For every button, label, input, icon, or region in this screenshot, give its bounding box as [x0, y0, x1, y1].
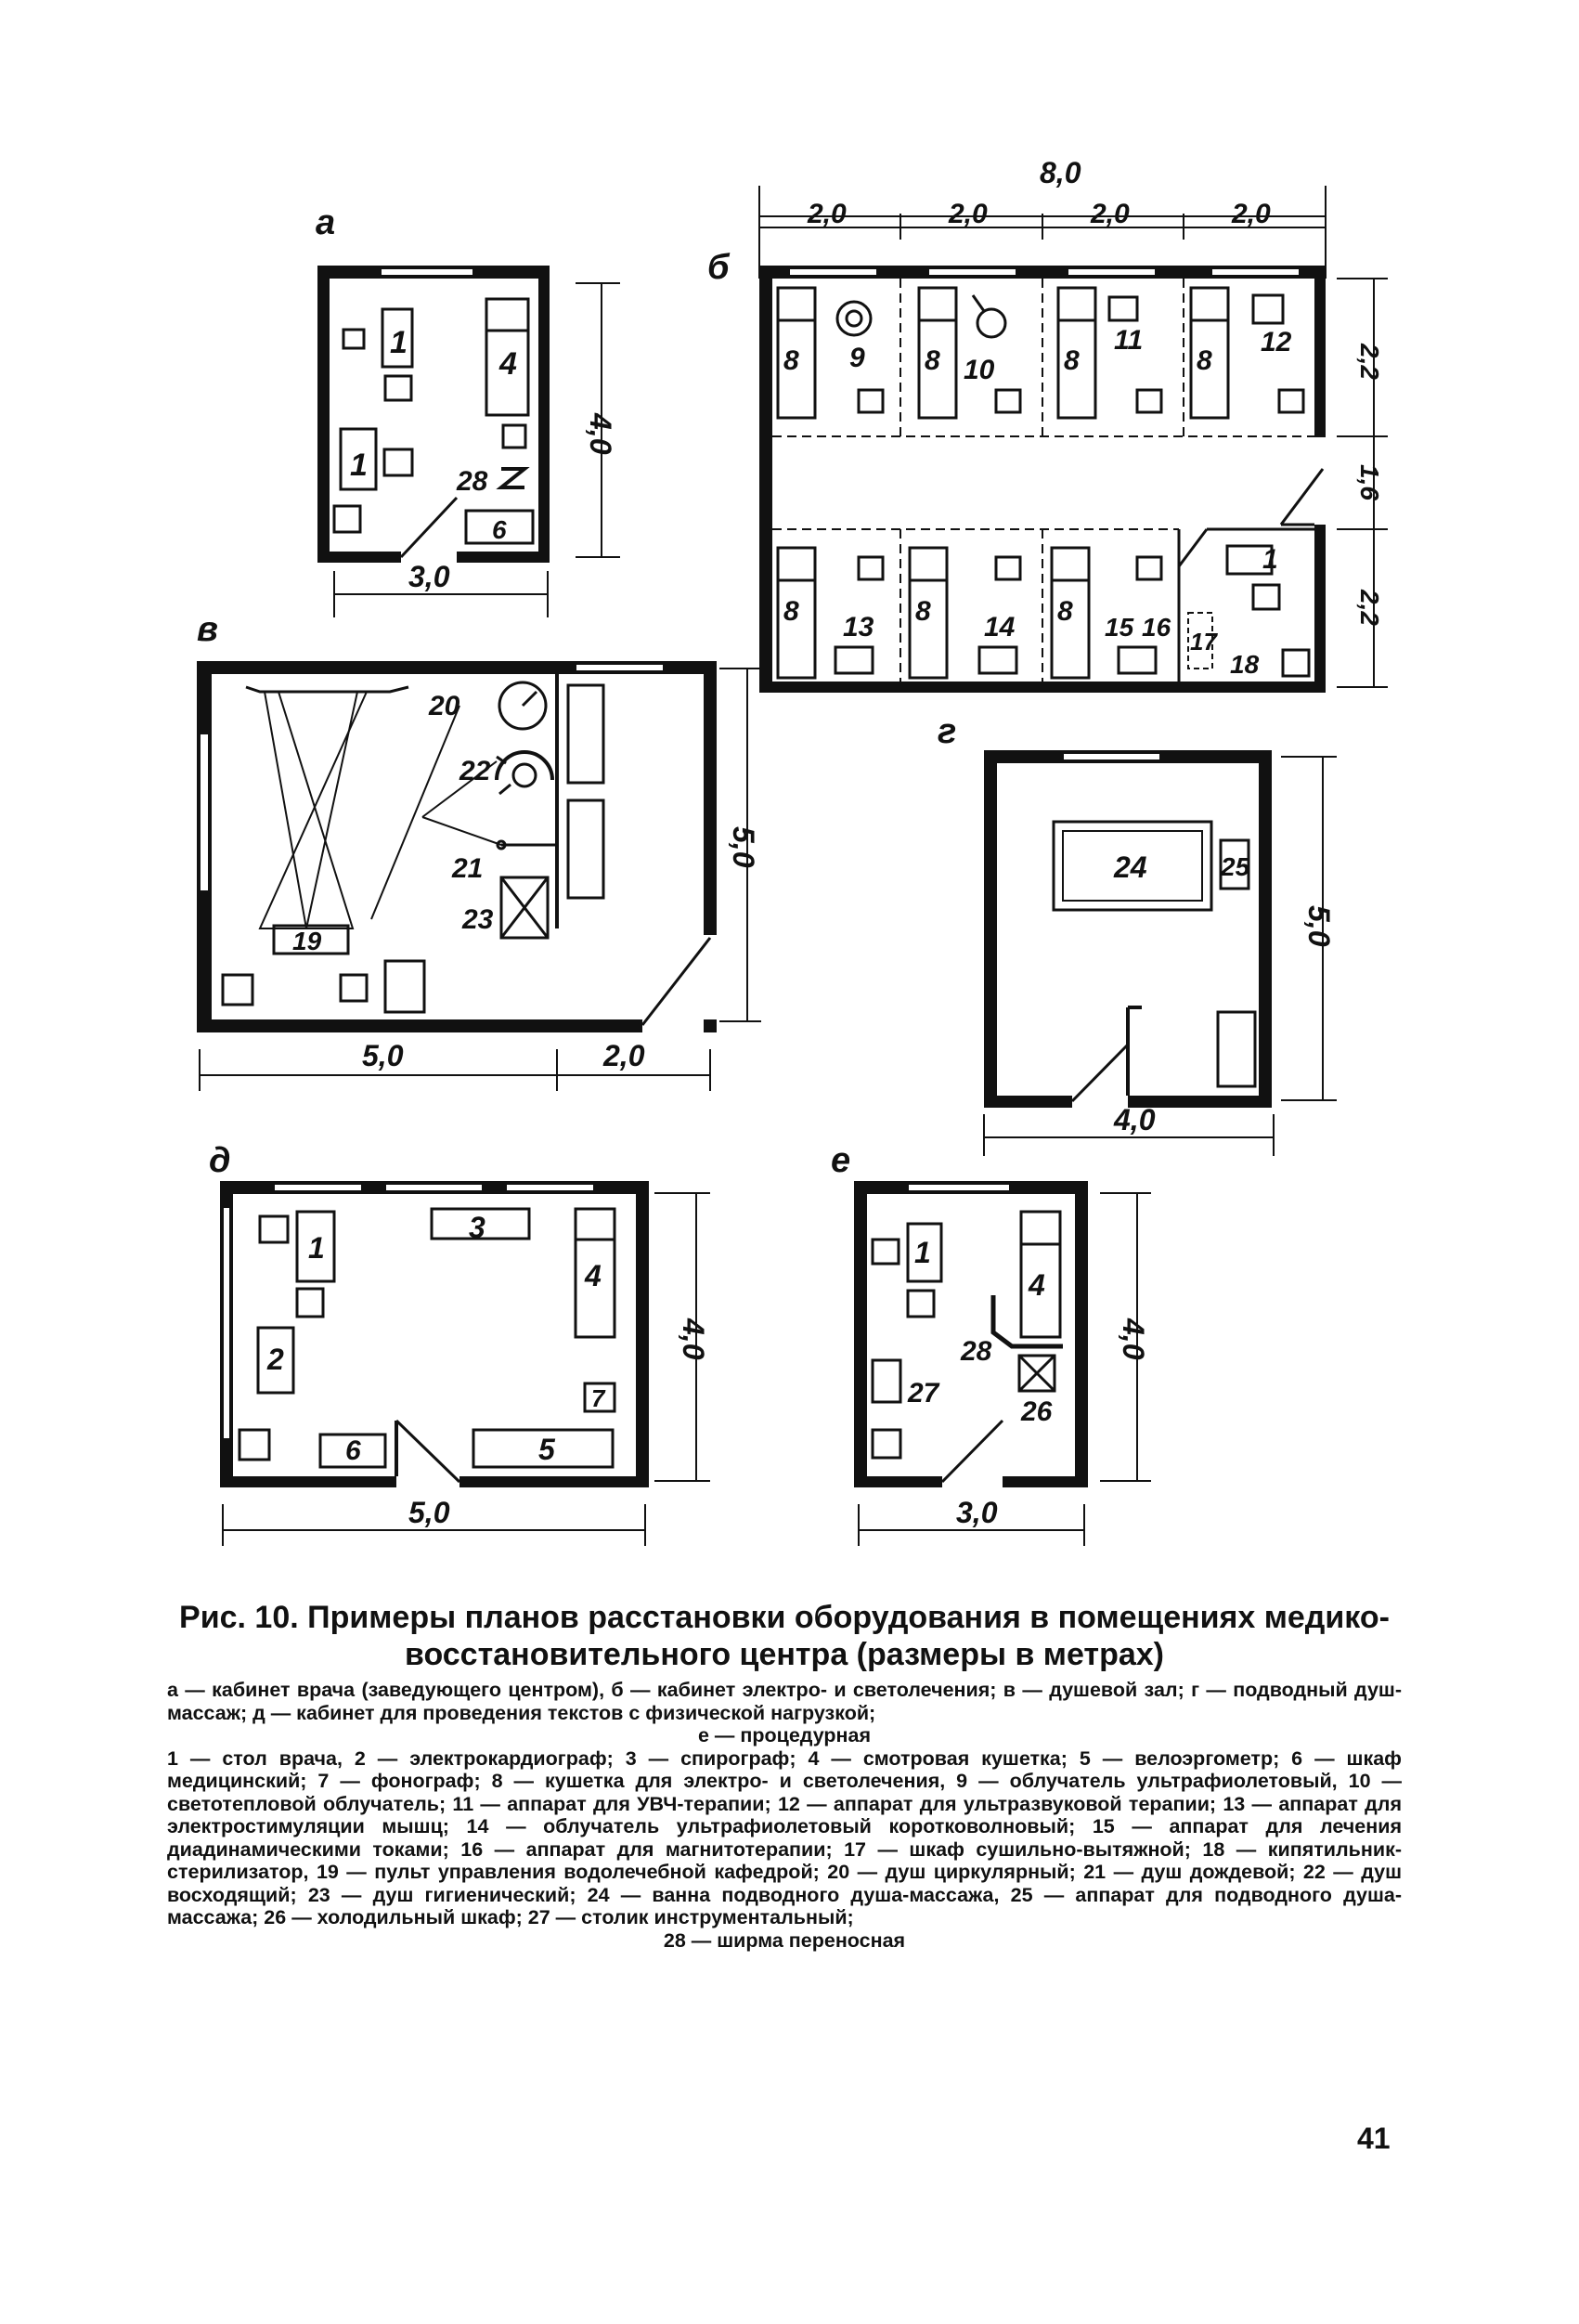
plan-v-item: 21 — [452, 853, 484, 884]
plan-d-item: 5 — [538, 1433, 555, 1466]
plan-b-item: 17 — [1190, 628, 1217, 656]
plan-b-item: 16 — [1142, 613, 1171, 642]
plan-g — [938, 712, 1337, 1156]
plan-b-bay: 2,0 — [949, 199, 988, 229]
plan-a-item: 6 — [492, 515, 507, 544]
plan-g-letter: г — [938, 712, 957, 751]
plan-e-item: 4 — [1029, 1268, 1045, 1302]
plan-a-item: 1 — [390, 325, 408, 360]
plan-b-item: 8 — [925, 345, 940, 376]
plan-b-height: 2,2 — [1355, 590, 1384, 626]
plan-v-height: 5,0 — [727, 826, 760, 868]
plan-v-item: 23 — [462, 904, 494, 935]
plan-e-width: 3,0 — [956, 1496, 998, 1529]
plan-d-width: 5,0 — [408, 1496, 450, 1529]
plan-a-letter: а — [316, 203, 336, 242]
plan-e-item: 28 — [961, 1336, 992, 1367]
caption-rooms: а — кабинет врача (заведующего центром), б — кабинет электро- и светолечения; в — душевой зал; г — подводный душ-массаж; д — кабинет для проведения текстов с физической нагрузкой; — [167, 1679, 1402, 1724]
plan-v-item: 20 — [429, 691, 460, 721]
caption-rooms-last: е — процедурная — [697, 1724, 872, 1746]
plan-b-item: 9 — [849, 343, 865, 373]
plan-a-item: 28 — [457, 466, 488, 497]
plan-a-item: 1 — [350, 448, 368, 483]
plan-b-item: 8 — [1064, 345, 1080, 376]
plan-d-item: 3 — [469, 1211, 485, 1244]
plan-b-item: 11 — [1114, 325, 1144, 356]
plan-b-bay: 2,0 — [1232, 199, 1271, 229]
plan-e-item: 26 — [1021, 1396, 1053, 1427]
plan-b-item: 14 — [984, 612, 1016, 643]
plan-v-letter: в — [197, 610, 218, 649]
plan-d-item: 4 — [585, 1259, 602, 1292]
plan-d-item: 6 — [345, 1435, 361, 1466]
plan-e — [831, 1141, 1151, 1546]
page-number: 41 — [1357, 2122, 1391, 2155]
caption-title-text: Примеры планов расстановки оборудования в помещениях медико-восстановительного центра (размеры в метрах) — [307, 1600, 1390, 1672]
plan-b-item: 12 — [1261, 327, 1292, 357]
plan-b-total: 8,0 — [1040, 156, 1081, 189]
plan-b — [707, 156, 1388, 693]
plan-v-item: 22 — [459, 756, 491, 786]
plan-v — [197, 610, 761, 1091]
plan-a — [316, 203, 620, 617]
caption-title — [167, 1599, 1402, 1673]
plan-b-item: 1 — [1262, 544, 1278, 575]
plan-b-height: 2,2 — [1355, 344, 1384, 380]
plan-b-bay: 2,0 — [1091, 199, 1130, 229]
plan-b-item: 8 — [783, 596, 799, 627]
plan-d — [209, 1141, 710, 1546]
plan-e-item: 1 — [914, 1236, 931, 1269]
plan-a-item: 4 — [499, 346, 517, 382]
plan-b-item: 18 — [1230, 650, 1260, 679]
plan-g-item: 24 — [1114, 850, 1147, 884]
plan-e-height: 4,0 — [1117, 1318, 1150, 1360]
plan-d-item: 1 — [308, 1231, 325, 1265]
plan-b-letter: б — [707, 248, 730, 287]
plan-v-width: 5,0 — [362, 1039, 404, 1072]
plan-b-item: 15 — [1105, 613, 1134, 642]
plan-a-height: 4,0 — [584, 413, 617, 455]
plan-b-item: 10 — [964, 355, 995, 385]
plan-a-width: 3,0 — [408, 560, 450, 593]
plan-d-item: 2 — [267, 1343, 284, 1376]
plan-v-width: 2,0 — [603, 1039, 645, 1072]
plan-b-bay: 2,0 — [808, 199, 847, 229]
plan-b-item: 8 — [1197, 345, 1212, 376]
caption-legend: 1 — стол врача, 2 — электрокардиограф; 3 — спирограф; 4 — смотровая кушетка; 5 — велоэргометр; 6 — шкаф медицинский; 7 — фонограф; 8 — кушетка для электро- и светолечения, 9 — облучатель ультрафиолетовый, 10 — светотепловой облучатель; 11 — аппарат для УВЧ-терапии; 12 — аппарат для ультразвуковой терапии; 13 — аппарат для электростимуляции мышц; 14 — облучатель ультрафиолетовый коротковолновый; 15 — аппарат для лечения диадинамическими токами; 16 — аппарат для магнитотерапии; 17 — шкаф сушильно-вытяжной; 18 — кипятильник-стерилизатор, 19 — пульт управления водолечебной кафедрой; 20 — душ циркулярный; 21 — душ дождевой; 22 — душ восходящий; 23 — душ гигиенический; 24 — ванна подводного душа-массажа, 25 — аппарат для подводного душа-массажа; 26 — холодильный шкаф; 27 — столик инструментальный; — [167, 1746, 1402, 1928]
plan-b-item: 13 — [843, 612, 874, 643]
caption-prefix: Рис. 10. — [179, 1600, 299, 1635]
plan-v-item: 19 — [292, 927, 322, 955]
plan-e-letter: е — [831, 1141, 851, 1180]
plan-d-height: 4,0 — [677, 1318, 710, 1360]
plan-b-item: 8 — [1057, 596, 1073, 627]
plan-d-letter: д — [209, 1141, 231, 1180]
plan-g-height: 5,0 — [1302, 905, 1336, 947]
plan-g-item: 25 — [1221, 852, 1250, 881]
plan-d-item: 7 — [591, 1384, 605, 1412]
plan-b-item: 8 — [783, 345, 799, 376]
plan-e-item: 27 — [908, 1378, 939, 1409]
plan-g-width: 4,0 — [1114, 1103, 1156, 1136]
caption-legend-last: 28 — ширма переносная — [663, 1928, 906, 1952]
figure-caption — [167, 1599, 1402, 1952]
plan-b-height: 1,6 — [1355, 464, 1384, 500]
plan-b-item: 8 — [915, 596, 931, 627]
